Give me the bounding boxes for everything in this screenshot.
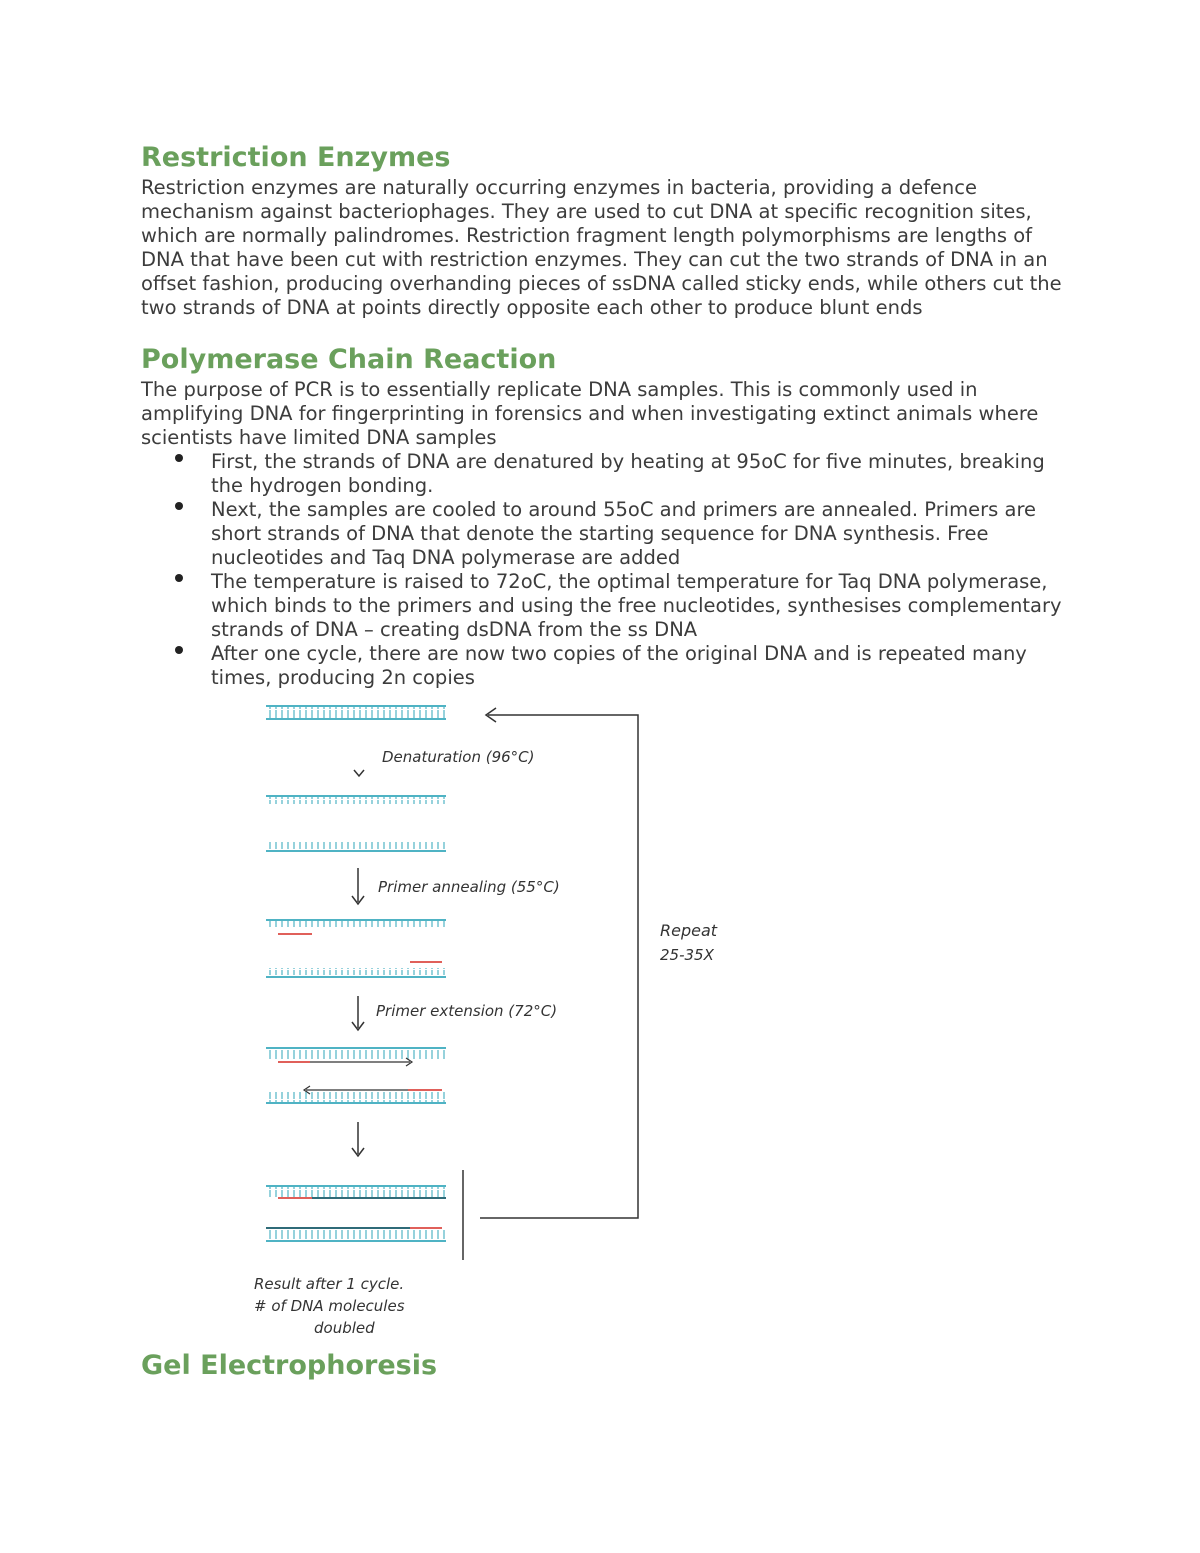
original-dsdna [266, 706, 446, 719]
heading-gel-electrophoresis: Gel Electrophoresis [141, 1350, 438, 1381]
list-item [141, 498, 1071, 570]
result-dsdna [266, 1186, 446, 1241]
list-item-text: The temperature is raised to 72oC, the optimal temperature for Taq DNA polymerase, which binds to the primers and using the free nucleotides, synthesises complementary strands of DNA – creating dsDNA from the ss DNA [211, 570, 1062, 641]
arrow-down-icon [352, 1122, 364, 1156]
heading-restriction-enzymes: Restriction Enzymes [141, 142, 451, 173]
pcr-steps-list [141, 450, 1071, 690]
list-item-text: First, the strands of DNA are denatured by heating at 95oC for five minutes, breaking the hydrogen bonding. [211, 450, 1045, 497]
arrow-down-icon [354, 770, 364, 776]
list-item-text: After one cycle, there are now two copies of the original DNA and is repeated many times, producing 2n copies [211, 642, 1027, 689]
arrow-down-icon [352, 868, 364, 904]
result-caption-line3: doubled [314, 1319, 375, 1337]
denatured-strands [266, 796, 446, 851]
extending-strands [266, 1048, 446, 1103]
denaturation-label: Denaturation (96°C) [382, 748, 535, 766]
pcr-diagram [250, 700, 750, 1345]
list-item [141, 570, 1071, 642]
repeat-loop-line [480, 715, 638, 1218]
list-item [141, 642, 1071, 690]
restriction-enzymes-paragraph: Restriction enzymes are naturally occurring enzymes in bacteria, providing a defence mechanism against bacteriophages. They are used to cut DNA at specific recognition sites, which are normally palindromes. Restriction fragment length polymorphisms are lengths of DNA that have been cut with restriction enzymes. They can cut the two strands of DNA in an offset fashion, producing overhanding pieces of ssDNA called sticky ends, while others cut the two strands of DNA at points directly opposite each other to produce blunt ends [141, 176, 1062, 319]
result-caption-line2: # of DNA molecules [254, 1297, 405, 1315]
result-caption-line1: Result after 1 cycle. [254, 1275, 405, 1293]
bullet-icon [175, 574, 183, 582]
list-item [141, 450, 1071, 498]
bullet-icon [175, 454, 183, 462]
bullet-icon [175, 502, 183, 510]
bullet-icon [175, 646, 183, 654]
pcr-intro-paragraph: The purpose of PCR is to essentially replicate DNA samples. This is commonly used in amplifying DNA for fingerprinting in forensics and when investigating extinct animals where scientists have limited DNA samples [141, 378, 1039, 449]
list-item-text: Next, the samples are cooled to around 55oC and primers are annealed. Primers are short strands of DNA that denote the starting sequence for DNA synthesis. Free nucleotides and Taq DNA polymerase are added [211, 498, 1037, 569]
repeat-count-label: 25-35X [660, 946, 714, 964]
repeat-label: Repeat [660, 921, 718, 940]
heading-pcr: Polymerase Chain Reaction [141, 344, 557, 375]
arrow-down-icon [352, 996, 364, 1030]
primer-extension-label: Primer extension (72°C) [376, 1002, 558, 1020]
primer-annealing-label: Primer annealing (55°C) [378, 878, 560, 896]
annealed-strands [266, 920, 446, 977]
